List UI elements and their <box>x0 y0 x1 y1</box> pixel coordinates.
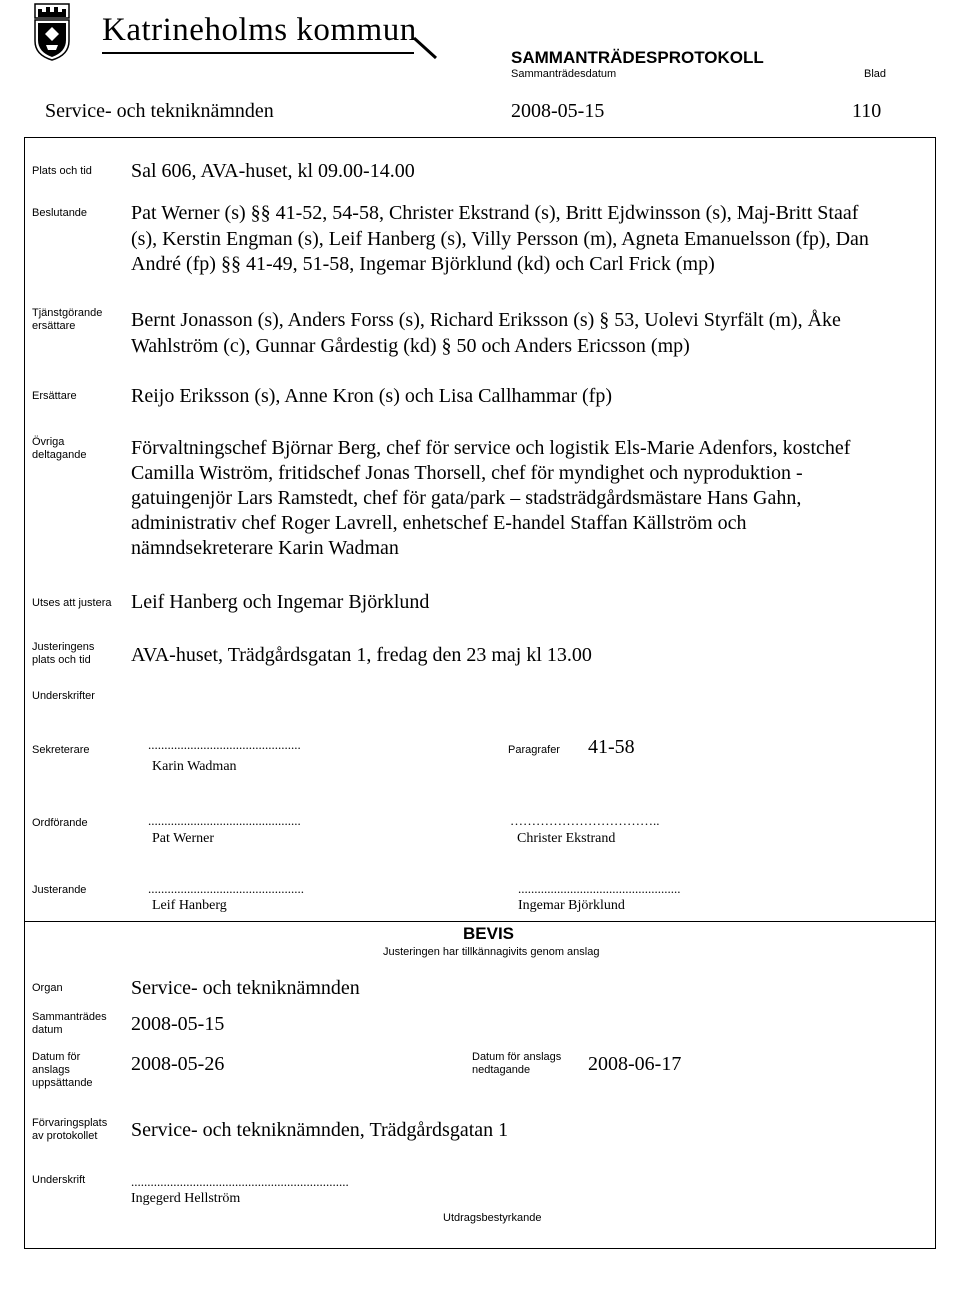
justeringens-label-1: Justeringens <box>32 641 95 653</box>
sammantrades-datum-label-2: datum <box>32 1024 63 1036</box>
frame-bottom <box>24 1248 936 1249</box>
sammantrades-datum-label-1: Sammanträdes <box>32 1011 107 1023</box>
nedtagande-label-2: nedtagande <box>472 1064 531 1076</box>
forvaring-label-1: Förvaringsplats <box>32 1117 108 1129</box>
logo-text: Katrineholms kommun <box>102 12 417 48</box>
frame-top <box>24 137 936 138</box>
tjanstgorande-line-2: Wahlström (c), Gunnar Gårdestig (kd) § 50 och Anders Ericsson (mp) <box>131 335 690 357</box>
frame-right <box>935 137 936 1249</box>
logo-underline <box>102 52 414 54</box>
ovriga-line-5: nämndsekreterare Karin Wadman <box>131 537 399 559</box>
ovriga-label-1: Övriga <box>32 436 65 448</box>
ovriga-label-2: deltagande <box>32 449 87 461</box>
bevis-title: BEVIS <box>463 924 515 943</box>
beslutande-line-2: (s), Kerstin Engman (s), Leif Hanberg (s), Villy Persson (m), Agneta Emanuelsson (fp), Dan <box>131 228 869 250</box>
underskrift-name: Ingegerd Hellström <box>131 1191 241 1206</box>
ordforande-name: Pat Werner <box>152 831 214 846</box>
beslutande-line-1: Pat Werner (s) §§ 41-52, 54-58, Christer Ekstrand (s), Britt Ejdwinsson (s), Maj-Britt Staaf <box>131 202 859 224</box>
ordforande-dots-2: …………………………….. <box>510 813 660 828</box>
underskrift-dots: ................................................................... <box>131 1174 349 1189</box>
sekreterare-name: Karin Wadman <box>152 759 237 774</box>
doc-type: SAMMANTRÄDESPROTOKOLL <box>511 48 764 67</box>
uppsattande-value: 2008-05-26 <box>131 1053 225 1075</box>
date-caption: Sammanträdesdatum <box>511 68 617 80</box>
paragrafer-label: Paragrafer <box>508 744 560 756</box>
bevis-subtitle: Justeringen har tillkännagivits genom anslag <box>383 946 600 958</box>
justerande-name-2: Ingemar Björklund <box>518 898 625 913</box>
bevis-divider <box>24 921 936 922</box>
justerande-name: Leif Hanberg <box>152 898 227 913</box>
paragrafer-value: 41-58 <box>588 736 635 758</box>
beslutande-label: Beslutande <box>32 207 88 219</box>
page-number: 110 <box>852 100 882 122</box>
justerande-dots: ................................................ <box>148 881 304 896</box>
organ-label: Organ <box>32 982 63 994</box>
ordforande-label: Ordförande <box>32 817 88 829</box>
justeringens-text: AVA-huset, Trädgårdsgatan 1, fredag den 23 maj kl 13.00 <box>131 644 592 666</box>
utses-text: Leif Hanberg och Ingemar Björklund <box>131 591 430 613</box>
utdrag-label: Utdragsbestyrkande <box>443 1212 542 1224</box>
justerande-dots-2: .................................................. <box>518 881 681 896</box>
ordforande-dots: ............................................... <box>148 813 301 828</box>
underskrift-label: Underskrift <box>32 1174 86 1186</box>
tjanstgorande-label-1: Tjänstgörande <box>32 307 103 319</box>
ovriga-line-2: Camilla Wiström, fritidschef Jonas Thorsell, chef för myndighet och nyproduktion - <box>131 462 803 484</box>
ordforande-name-2: Christer Ekstrand <box>517 831 616 846</box>
ovriga-line-1: Förvaltningschef Björnar Berg, chef för service och logistik Els-Marie Adenfors, kostchef <box>131 437 851 459</box>
ovriga-line-4: administrativ chef Roger Lavrell, enhetschef E-handel Staffan Källström och <box>131 512 747 534</box>
justeringens-label-2: plats och tid <box>32 654 91 666</box>
utses-label: Utses att justera <box>32 597 112 609</box>
meeting-date: 2008-05-15 <box>511 100 605 122</box>
sammantrades-datum-value: 2008-05-15 <box>131 1013 225 1035</box>
beslutande-line-3: André (fp) §§ 41-49, 51-58, Ingemar Björklund (kd) och Carl Frick (mp) <box>131 253 715 275</box>
uppsattande-label-1: Datum för <box>32 1051 81 1063</box>
sekreterare-label: Sekreterare <box>32 744 90 756</box>
plats-text: Sal 606, AVA-huset, kl 09.00-14.00 <box>131 160 415 182</box>
plats-label: Plats och tid <box>32 165 92 177</box>
underskrifter-heading: Underskrifter <box>32 690 95 702</box>
logo-slash-icon <box>412 36 440 62</box>
ersattare-label: Ersättare <box>32 390 77 402</box>
forvaring-label-2: av protokollet <box>32 1130 98 1142</box>
justerande-label: Justerande <box>32 884 87 896</box>
forvaring-value: Service- och tekniknämnden, Trädgårdsgatan 1 <box>131 1119 509 1141</box>
nedtagande-label-1: Datum för anslags <box>472 1051 562 1063</box>
page-caption: Blad <box>864 68 887 80</box>
nedtagande-value: 2008-06-17 <box>588 1053 682 1075</box>
tjanstgorande-line-1: Bernt Jonasson (s), Anders Forss (s), Richard Eriksson (s) § 53, Uolevi Styrfält (m), Åke <box>131 309 841 331</box>
ovriga-line-3: gatuingenjör Lars Ramstedt, chef för gata/park – stadsträdgårdsmästare Hans Gahn, <box>131 487 802 509</box>
municipality-crest-icon <box>34 3 70 61</box>
ersattare-text: Reijo Eriksson (s), Anne Kron (s) och Lisa Callhammar (fp) <box>131 385 613 407</box>
uppsattande-label-2: anslags <box>32 1064 70 1076</box>
sekreterare-dots: ............................................... <box>148 737 301 752</box>
tjanstgorande-label-2: ersättare <box>32 320 76 332</box>
frame-left <box>24 137 25 1249</box>
committee-title: Service- och tekniknämnden <box>45 100 274 122</box>
uppsattande-label-3: uppsättande <box>32 1077 93 1089</box>
organ-value: Service- och tekniknämnden <box>131 977 360 999</box>
